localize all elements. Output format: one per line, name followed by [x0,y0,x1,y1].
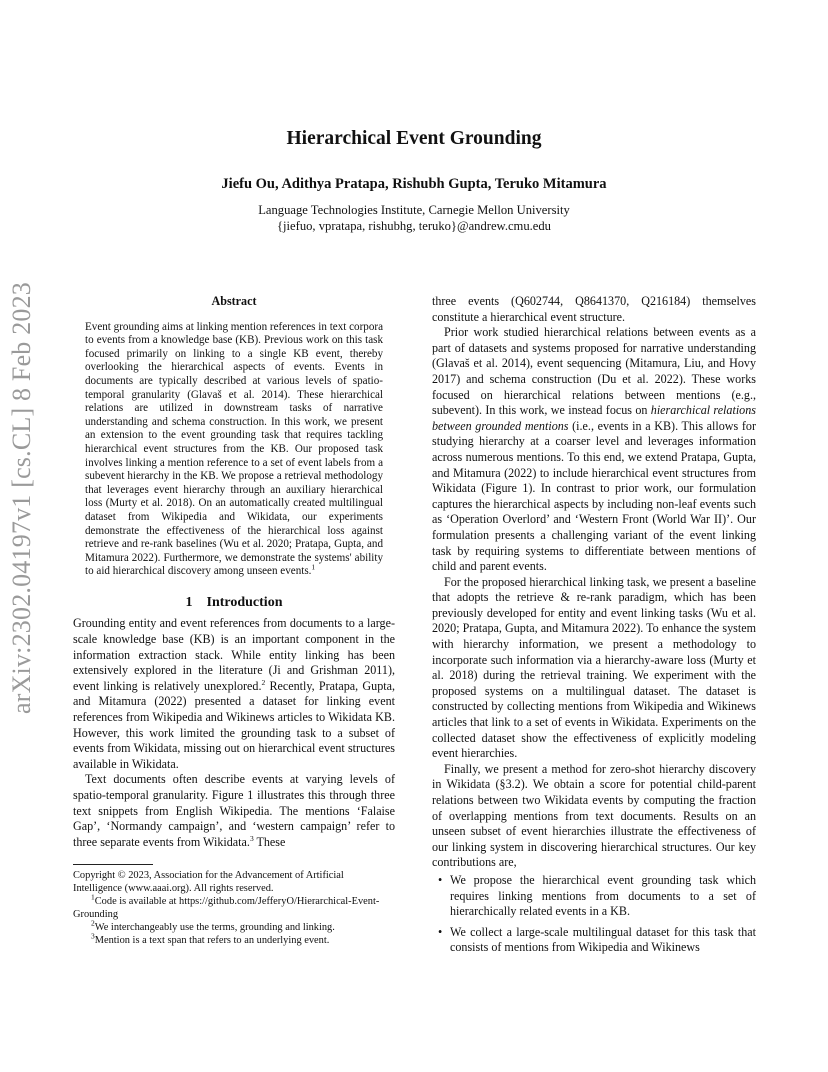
abstract-text [85,321,383,579]
footnote-ref: 3 [249,833,254,843]
affiliation-block [0,202,828,234]
abstract-heading: Abstract [211,294,257,308]
footnote-text: We interchangeably use the terms, grounding and linking. [94,922,335,933]
footnote-text: Mention is a text span that refers to an underlying event. [94,935,330,946]
paper-title: Hierarchical Event Grounding [286,128,542,149]
section-heading [73,595,395,611]
footnote-ref: 2 [261,677,266,687]
footnote-3 [73,931,395,947]
right-column [432,294,756,961]
footnote-mark: 1 [91,892,95,902]
paragraph-text: (i.e., events in a KB). This allows for studying hierarchy at a coarser level and leverages information across numerous mentions. To this end, we extend Pratapa, Gupta, and Mitamura (2022) to include hierarchical event structures from Wikidata (Figure 1). In contrast to prior work, our formulation captures the hierarchical aspects by including non-leaf events such as ‘Operation Overlord’ and ‘Western Front (World War II)’. Our formulation presents a challenging variant of the event linking task by requiring systems to differentiate between mentions of child and parent events. [432,418,756,574]
arxiv-id: arXiv:2302.04197v1 [cs.CL] 8 Feb 2023 [7,281,36,715]
section-title: Introduction [206,594,283,610]
footnote-mark: 2 [91,918,95,928]
intro-paragraph-5: Finally, we present a method for zero-shot hierarchy discovery in Wikidata (§3.2). We obtain a score for potential child-parent relations between two Wikidata events by computing the fraction of overlapping mentions from text documents. Results on an unseen subset of event hierarchies illustrate the effectiveness of our linking system in discovering hierarchical structures. Our key contributions are, [432,761,756,870]
section-number: 1 [185,594,193,610]
contribution-list [432,873,756,956]
paragraph-text: Recently, Pratapa, Gupta, and Mitamura (2022) presented a dataset for linking event references from Wikipedia and Wikinews articles to Wikidata KB. However, this work limited the grounding task to a subset of events from Wikidata, missing out on hierarchical event structures available in Wikidata. [73,678,395,771]
intro-paragraph-3 [432,325,756,575]
intro-paragraph-2 [73,772,395,850]
abstract [73,321,395,579]
contribution-text: We propose the hierarchical event grounding task which requires linking mentions from documents to a set of hierarchically related events in a KB. [450,872,756,919]
footnote-mark: 3 [91,931,95,941]
left-column [73,294,395,850]
intro-paragraph-continued: three events (Q602744, Q8641370, Q216184) themselves constitute a hierarchical event structure. [432,294,756,324]
copyright-notice: Copyright © 2023, Association for the Advancement of Artificial Intelligence (www.aaai.org). All rights reserved. [73,870,344,894]
emphasis-text: hierarchical relations between grounded mentions [432,403,756,433]
footnote-2 [73,918,395,934]
footnote-ref: 1 [311,562,316,572]
footnote-text: Code is available at https://github.com/JefferyO/Hierarchical-Event-Grounding [73,896,380,920]
arxiv-stamp [2,258,42,738]
footnote-1 [73,892,395,921]
contribution-item [432,873,756,920]
intro-paragraph-4: For the proposed hierarchical linking task, we present a baseline that adopts the retrieve & re-rank paradigm, which has been previously developed for entity and event linking tasks (Wu et al. 2020; Pratapa, Gupta, and Mitamura 2022). To enhance the system with hierarchy information, we present a methodology to incorporate such information via a hierarchy-aware loss (Murty et al. 2018) during the retrieval training. We experiment with the proposed systems on a multilingual dataset. The dataset is constructed by collecting mentions from Wikipedia and Wikinews articles that link to a set of events in Wikidata. Experiments on the collected dataset show the effectiveness of explicitly modeling event hierarchies. [432,574,756,761]
paragraph-text: Prior work studied hierarchical relations between events as a part of datasets and systems proposed for narrative understanding (Glavaš et al. 2014), event sequencing (Mitamura, Liu, and Hovy 2017) and schema construction (Du et al. 2022). These works focused on hierarchical relations between mentions (e.g., subevent). In this work, we instead focus on [432,325,756,418]
contribution-item [432,925,756,956]
intro-paragraph-1 [73,616,395,772]
author-emails: {jiefuo, vpratapa, rishubhg, teruko}@andrew.cmu.edu [277,219,551,233]
footnotes [73,864,395,947]
contribution-text: We collect a large-scale multilingual dataset for this task that consists of mentions from Wikipedia and Wikinews [450,924,756,955]
abstract-body: Event grounding aims at linking mention references in text corpora to events from a knowledge base (KB). Previous work on this task focused primarily on linking to a single KB event, thereby overlooking the hierarchical aspects of events. Events in documents are typically described at various levels of spatio-temporal granularity (Glavaš et al. 2014). These hierarchical relations are utilized in downstream tasks of narrative understanding and schema construction. In this work, we present an extension to the event grounding task that requires tackling hierarchical event structures from the KB. Our proposed task involves linking a mention reference to a set of event labels from a subevent hierarchy in the KB. We propose a retrieval methodology that leverages event hierarchy through an auxiliary hierarchical loss (Murty et al. 2018). On an automatically created multilingual dataset from Wikipedia and Wikidata, our experiments demonstrate the effectiveness of the hierarchical loss against retrieve and re-rank baselines (Wu et al. 2020; Pratapa, Gupta, and Mitamura 2022). Furthermore, we demonstrate the systems' ability to aid hierarchical discovery among unseen events. [85,320,383,578]
paragraph-text: These [253,834,286,849]
footnote-divider [73,864,153,865]
affiliation: Language Technologies Institute, Carnegie Mellon University [258,203,570,217]
paper-authors: Jiefu Ou, Adithya Pratapa, Rishubh Gupta, Teruko Mitamura [221,176,607,192]
paragraph-text: Text documents often describe events at varying levels of spatio-temporal granularity. Figure 1 illustrates this through three text snippets from English Wikipedia. The mentions ‘Falaise Gap’, ‘Normandy campaign’, and ‘western campaign’ refer to three separate events from Wikidata. [73,772,395,849]
paragraph-text: Grounding entity and event references from documents to a large-scale knowledge base (KB) is an important component in the information extraction stack. While entity linking has been extensively explored in the literature (Ji and Grishman 2011), event linking is relatively unexplored. [73,616,395,693]
bullet-icon: • [438,924,443,939]
bullet-icon: • [438,872,443,887]
